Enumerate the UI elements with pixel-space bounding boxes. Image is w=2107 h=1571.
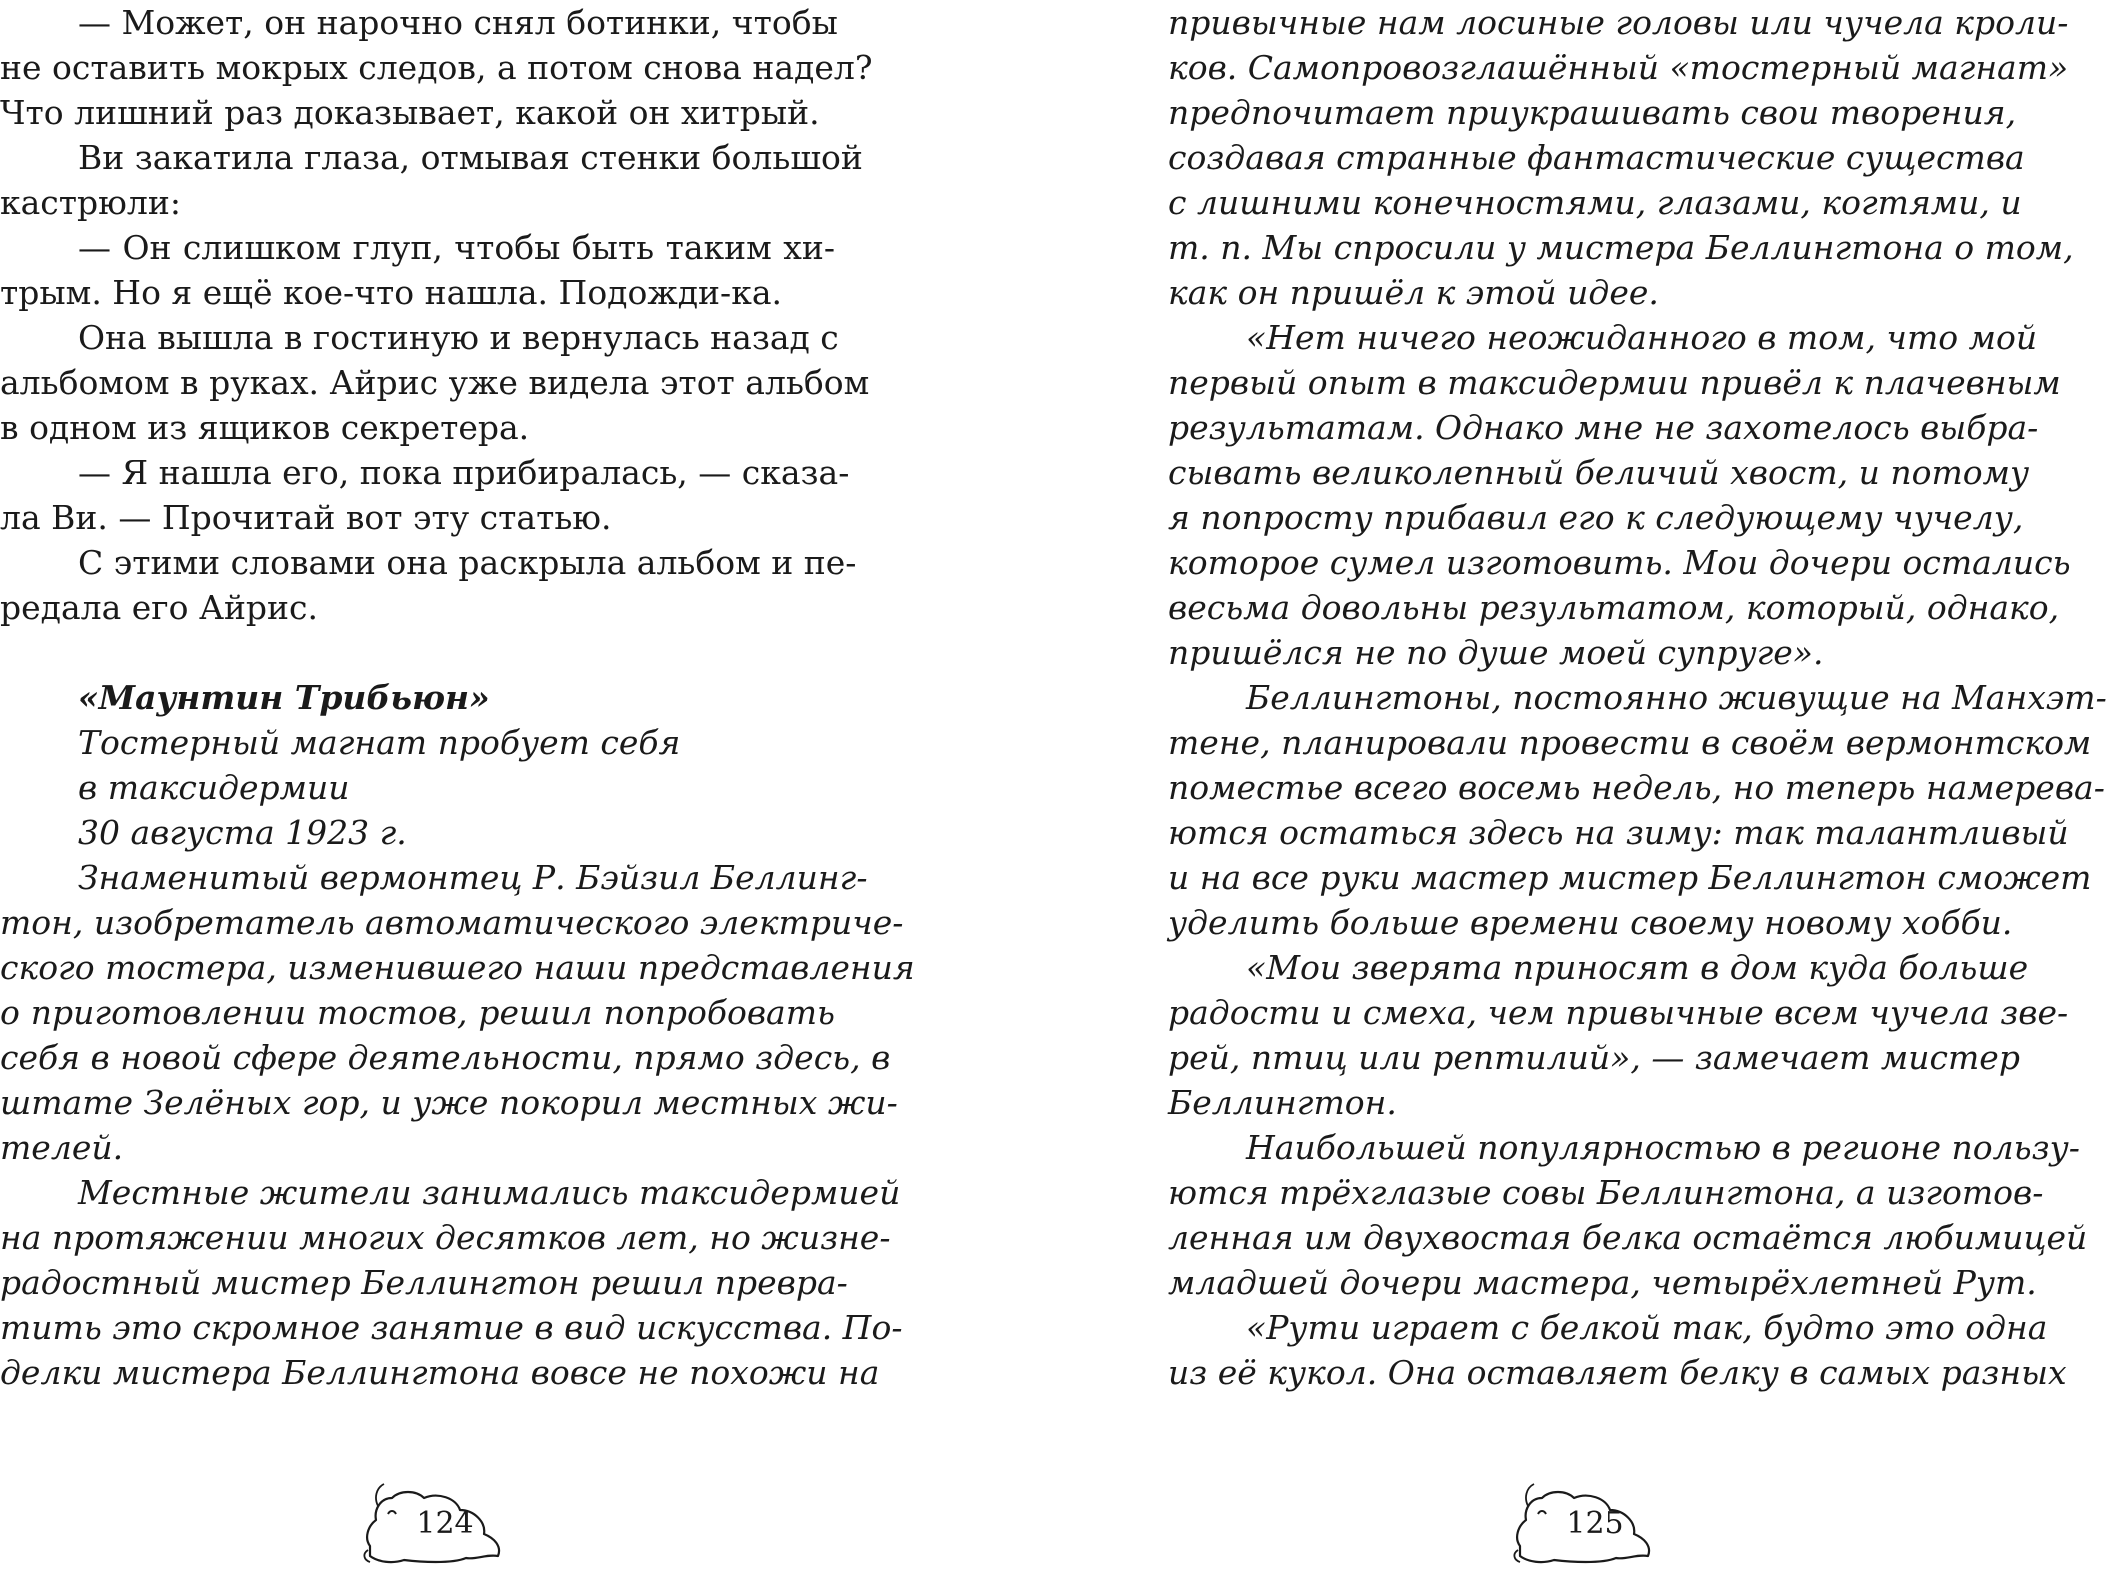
text-line: Наибольшей популярностью в регионе пользу- xyxy=(1246,1128,2080,1167)
text-line: с лишними конечностями, глазами, когтями, и xyxy=(1168,183,2022,222)
text-line: себя в новой сфере деятельности, прямо здесь, в xyxy=(0,1038,891,1077)
text-line: радостный мистер Беллингтон решил превра- xyxy=(0,1263,848,1302)
article-headline: в таксидермии xyxy=(78,768,350,807)
article-source: «Маунтин Трибьюн» xyxy=(78,678,490,717)
text-line: из её кукол. Она оставляет белку в самых разных xyxy=(1168,1353,2067,1392)
text-line: Ви закатила глаза, отмывая стенки большой xyxy=(78,138,863,177)
left-page xyxy=(0,0,915,1571)
right-page-text xyxy=(1168,0,2107,1395)
left-page-text xyxy=(0,0,915,1395)
text-line: ского тостера, изменившего наши представления xyxy=(0,948,915,987)
text-line: я попросту прибавил его к следующему чучелу, xyxy=(1168,498,2024,537)
text-line: о приготовлении тостов, решил попробовать xyxy=(0,993,835,1032)
text-line: тить это скромное занятие в вид искусства. По- xyxy=(0,1308,903,1347)
text-line: которое сумел изготовить. Мои дочери остались xyxy=(1168,543,2071,582)
text-line: создавая странные фантастические существа xyxy=(1168,138,2025,177)
text-line: сывать великолепный беличий хвост, и потому xyxy=(1168,453,2030,492)
page-number-ornament xyxy=(1510,1476,1660,1566)
text-line: радости и смеха, чем привычные всем чучела зве- xyxy=(1168,993,2069,1032)
text-line: т. п. Мы спросили у мистера Беллингтона о том, xyxy=(1168,228,2074,267)
text-line: телей. xyxy=(0,1128,124,1167)
article-date: 30 августа 1923 г. xyxy=(78,813,407,852)
text-line: первый опыт в таксидермии привёл к плачевным xyxy=(1168,363,2061,402)
text-line: — Может, он нарочно снял ботинки, чтобы xyxy=(78,3,838,42)
text-line: тене, планировали провести в своём вермонтском xyxy=(1168,723,2092,762)
text-line: младшей дочери мастера, четырёхлетней Рут. xyxy=(1168,1263,2037,1302)
text-line: Беллингтон. xyxy=(1168,1083,1397,1122)
text-line: как он пришёл к этой идее. xyxy=(1168,273,1659,312)
text-line: «Рути играет с белкой так, будто это одна xyxy=(1246,1308,2048,1347)
text-line: Местные жители занимались таксидермией xyxy=(78,1173,901,1212)
text-line: ются трёхглазые совы Беллингтона, а изготов- xyxy=(1168,1173,2044,1212)
text-line: делки мистера Беллингтона вовсе не похожи на xyxy=(0,1353,880,1392)
text-line: альбомом в руках. Айрис уже видела этот альбом xyxy=(0,363,870,402)
text-line: штате Зелёных гор, и уже покорил местных жи- xyxy=(0,1083,898,1122)
page-number: 124 xyxy=(416,1506,474,1541)
text-line: — Он слишком глуп, чтобы быть таким хи- xyxy=(78,228,835,267)
page-number: 125 xyxy=(1566,1506,1624,1541)
page-number-ornament xyxy=(360,1476,510,1566)
text-line: «Нет ничего неожиданного в том, что мой xyxy=(1246,318,2038,357)
text-line: Знаменитый вермонтец Р. Бэйзил Беллинг- xyxy=(78,858,868,897)
text-line: — Я нашла его, пока прибиралась, — сказа- xyxy=(78,453,850,492)
text-line: тон, изобретатель автоматического электриче- xyxy=(0,903,904,942)
text-line: уделить больше времени своему новому хобби. xyxy=(1168,903,2013,942)
text-line: в одном из ящиков секретера. xyxy=(0,408,530,447)
text-line: рей, птиц или рептилий», — замечает мистер xyxy=(1168,1038,2020,1077)
paragraph-gap xyxy=(0,630,835,675)
text-line: Что лишний раз доказывает, какой он хитрый. xyxy=(0,93,820,132)
text-line: ла Ви. — Прочитай вот эту статью. xyxy=(0,498,612,537)
text-line: Она вышла в гостиную и вернулась назад с xyxy=(78,318,839,357)
text-line: «Мои зверята приносят в дом куда больше xyxy=(1246,948,2029,987)
article-headline: Тостерный магнат пробует себя xyxy=(78,723,681,762)
right-page xyxy=(1168,0,2107,1571)
text-line: С этими словами она раскрыла альбом и пе- xyxy=(78,543,857,582)
text-line: Беллингтоны, постоянно живущие на Манхэт- xyxy=(1246,678,2107,717)
text-line: трым. Но я ещё кое-что нашла. Подожди-ка. xyxy=(0,273,782,312)
text-line: на протяжении многих десятков лет, но жизне- xyxy=(0,1218,891,1257)
text-line: ленная им двухвостая белка остаётся любимицей xyxy=(1168,1218,2088,1257)
text-line: весьма довольны результатом, который, однако, xyxy=(1168,588,2060,627)
text-line: не оставить мокрых следов, а потом снова надел? xyxy=(0,48,873,87)
text-line: поместье всего восемь недель, но теперь намерева- xyxy=(1168,768,2105,807)
text-line: и на все руки мастер мистер Беллингтон сможет xyxy=(1168,858,2092,897)
text-line: ются остаться здесь на зиму: так талантливый xyxy=(1168,813,2069,852)
text-line: результатам. Однако мне не захотелось выбра- xyxy=(1168,408,2039,447)
text-line: пришёлся не по душе моей супруге». xyxy=(1168,633,1824,672)
text-line: предпочитает приукрашивать свои творения, xyxy=(1168,93,2017,132)
text-line: привычные нам лосиные головы или чучела кроли- xyxy=(1168,3,2069,42)
text-line: ков. Самопровозглашённый «тостерный магнат» xyxy=(1168,48,2069,87)
text-line: кастрюли: xyxy=(0,183,181,222)
text-line: редала его Айрис. xyxy=(0,588,319,627)
